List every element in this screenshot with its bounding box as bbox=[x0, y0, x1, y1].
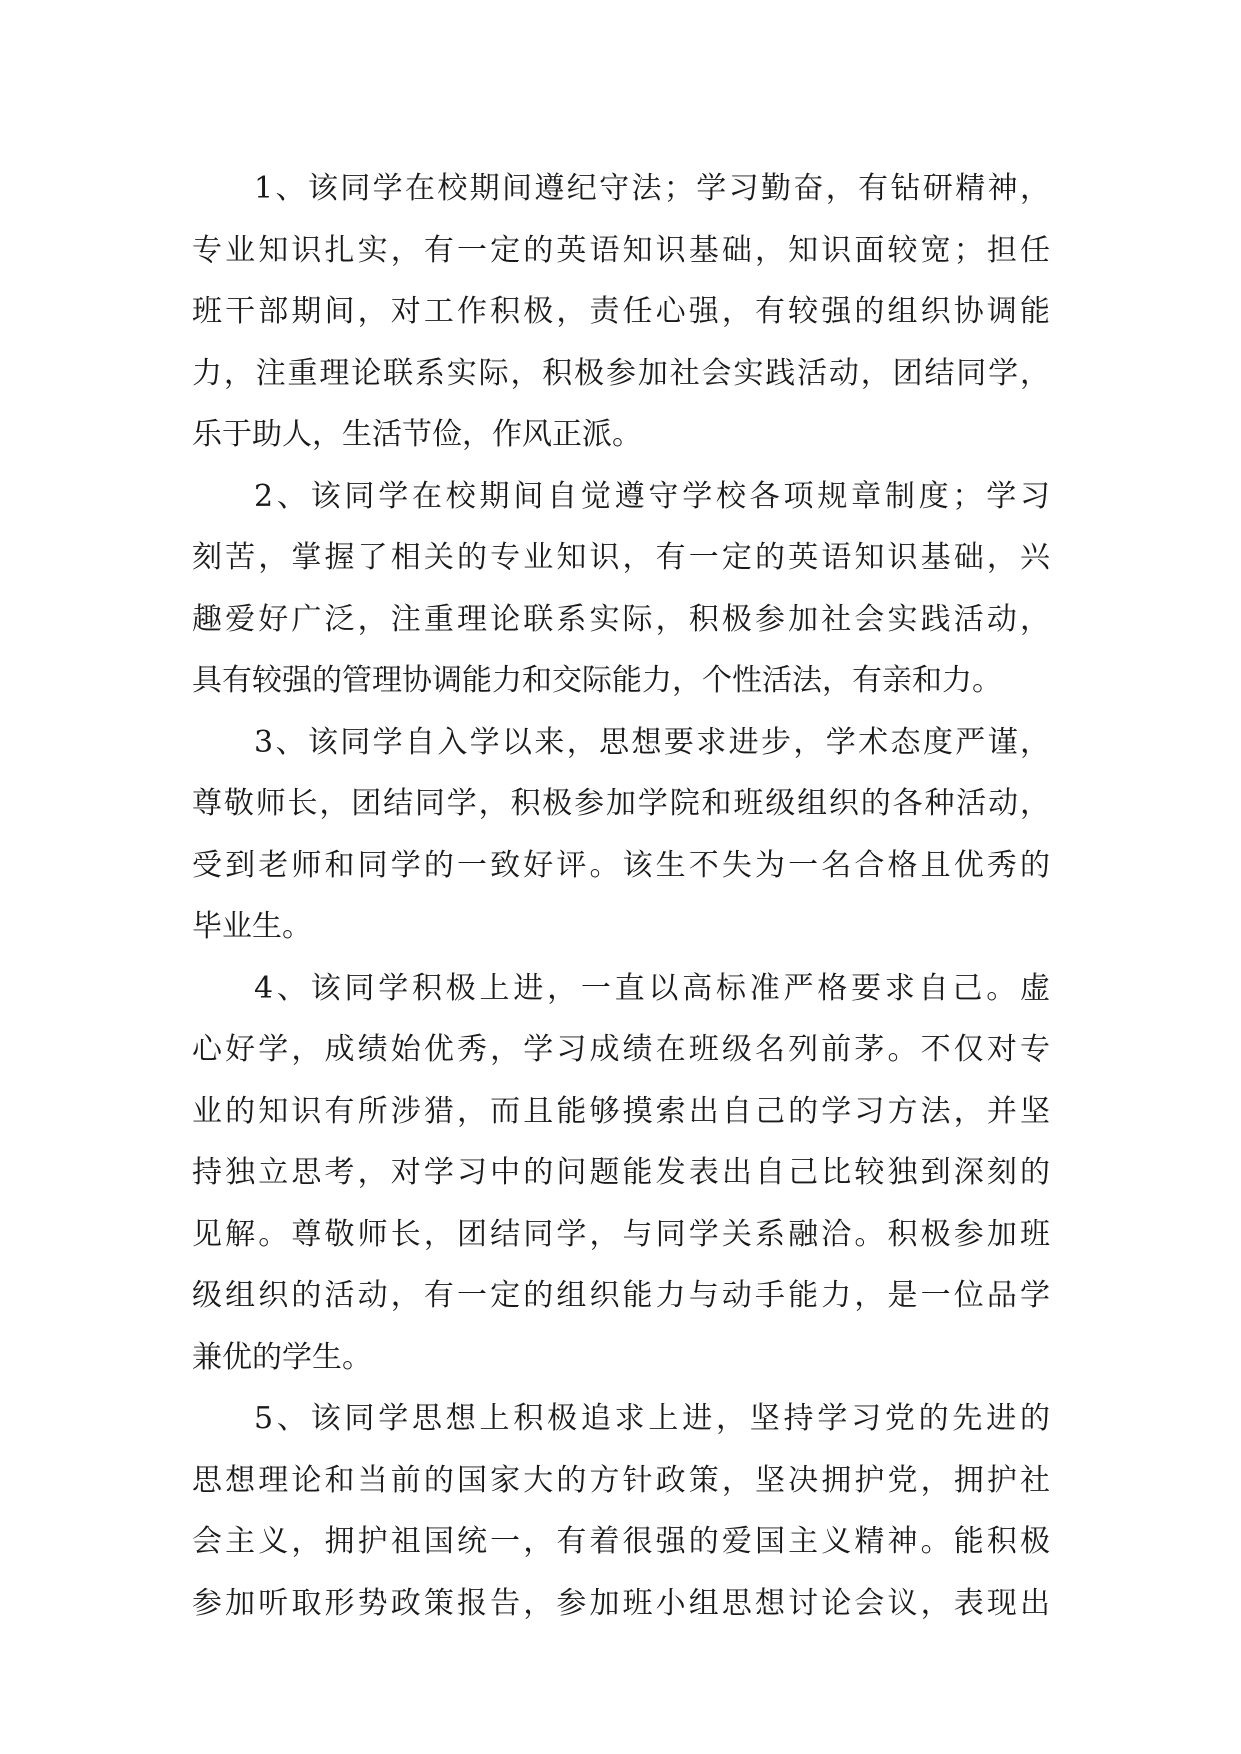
paragraph-first-line: 4、该同学积极上进，一直以高标准严格要求自己。虚 bbox=[254, 970, 1050, 1006]
paragraph-line: 心好学，成绩始优秀，学习成绩在班级名列前茅。不仅对专 bbox=[192, 1032, 1050, 1067]
paragraph-line: 乐于助人，生活节俭，作风正派。 bbox=[192, 417, 642, 452]
paragraph-first-line: 5、该同学思想上积极追求上进，坚持学习党的先进的 bbox=[254, 1401, 1050, 1436]
paragraph-line: 见解。尊敬师长，团结同学，与同学关系融洽。积极参加班 bbox=[192, 1216, 1050, 1252]
paragraph-line: 尊敬师长，团结同学，积极参加学院和班级组织的各种活动， bbox=[192, 786, 1050, 821]
document-body bbox=[192, 158, 1050, 1634]
paragraph-line: 业的知识有所涉猎，而且能够摸索出自己的学习方法，并坚 bbox=[192, 1093, 1050, 1129]
paragraph-line: 思想理论和当前的国家大的方针政策，坚决拥护党，拥护社 bbox=[192, 1462, 1050, 1498]
paragraph-line: 具有较强的管理协调能力和交际能力，个性活法，有亲和力。 bbox=[192, 663, 1002, 698]
paragraph-line: 趣爱好广泛，注重理论联系实际，积极参加社会实践活动， bbox=[192, 601, 1050, 637]
paragraph-first-line: 2、该同学在校期间自觉遵守学校各项规章制度；学习 bbox=[254, 478, 1050, 514]
paragraph-line: 兼优的学生。 bbox=[192, 1339, 372, 1375]
paragraph-line: 持独立思考，对学习中的问题能发表出自己比较独到深刻的 bbox=[192, 1155, 1050, 1190]
paragraph-line: 会主义，拥护祖国统一，有着很强的爱国主义精神。能积极 bbox=[192, 1524, 1050, 1559]
paragraph-line: 级组织的活动，有一定的组织能力与动手能力，是一位品学 bbox=[192, 1278, 1050, 1313]
paragraph-line: 受到老师和同学的一致好评。该生不失为一名合格且优秀的 bbox=[192, 847, 1050, 883]
paragraph-line: 参加听取形势政策报告，参加班小组思想讨论会议，表现出 bbox=[192, 1585, 1050, 1621]
paragraph-line: 毕业生。 bbox=[192, 909, 312, 944]
paragraph-line: 力，注重理论联系实际，积极参加社会实践活动，团结同学， bbox=[192, 355, 1050, 391]
paragraph-line: 刻苦，掌握了相关的专业知识，有一定的英语知识基础，兴 bbox=[192, 540, 1050, 575]
paragraph-line: 专业知识扎实，有一定的英语知识基础，知识面较宽；担任 bbox=[192, 232, 1050, 268]
paragraph-line: 班干部期间，对工作积极，责任心强，有较强的组织协调能 bbox=[192, 294, 1050, 329]
paragraph-first-line: 1、该同学在校期间遵纪守法；学习勤奋，有钻研精神， bbox=[254, 171, 1050, 206]
paragraph-first-line: 3、该同学自入学以来，思想要求进步，学术态度严谨， bbox=[254, 724, 1050, 760]
